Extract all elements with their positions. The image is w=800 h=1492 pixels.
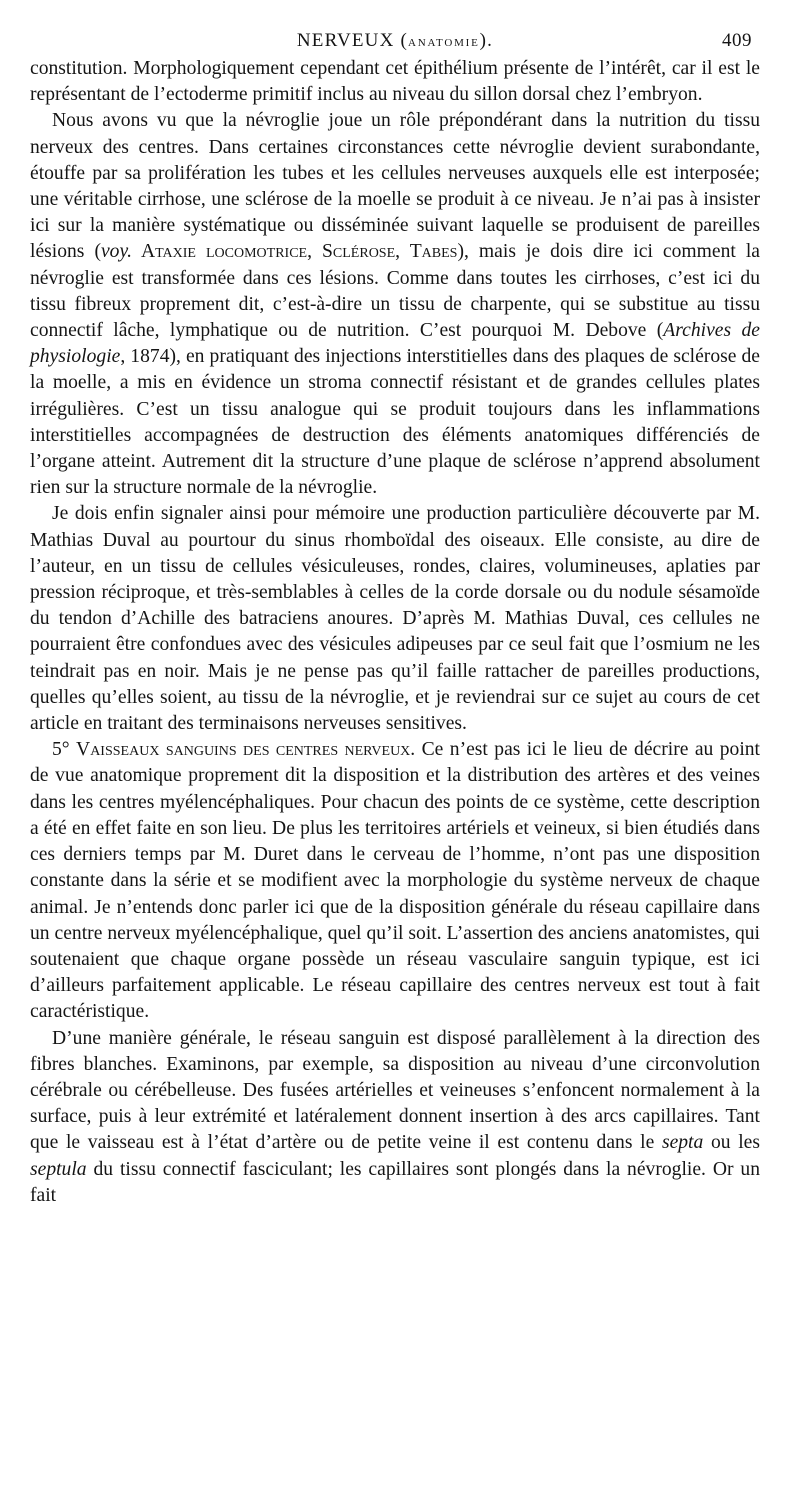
section-number: 5° xyxy=(52,739,77,761)
header-title-close: ). xyxy=(479,30,494,51)
paragraph-4 xyxy=(30,737,760,1025)
paragraph-5 xyxy=(30,1026,760,1209)
running-header xyxy=(30,22,760,56)
paragraph-2-text-c: , 1874), en pratiquant des injections interstitielles dans des plaques de sclérose de la moelle, a mis en évidence un stroma connectif résistant et de grandes cellules plates irrégulières. C’est un tissu analogue qui se produit toujours dans les inflammations interstitielles accompagnées de destruction des éléments anatomiques différenciés de l’organe atteint. Autrement dit la structure d’une plaque de sclérose n’apprend absolument rien sur la structure normale de la névroglie. xyxy=(30,346,760,499)
header-title-open: ( xyxy=(394,30,408,51)
paragraph-2-voy: voy. xyxy=(100,241,132,263)
paragraph-3-text: Je dois enfin signaler ainsi pour mémoire une production particulière découverte par M. Mathias Duval au pourtour du sinus rhomboïdal des oiseaux. Elle consiste, au dire de l’auteur, en un tissu de cellules vésiculeuses, rondes, claires, volumineuses, aplaties par pression réciproque, et très-semblables à celles de la corde dorsale ou du nodule sésamoïde du tendon d’Achille des batraciens anoures. D’après M. Mathias Duval, ces cellules ne pourraient être confondues avec des vésicules adipeuses par ce seul fait que l’osmium ne les teindrait pas en noir. Mais je ne pense pas qu’il faille rattacher de pareilles productions, quelles qu’elles soient, au tissu de la névroglie, et je reviendrai sur ce sujet au cours de cet article en traitant des terminaisons nerveuses sensitives. xyxy=(30,503,760,735)
section-heading: Vaisseaux sanguins des centres nerveux. xyxy=(76,739,416,761)
document-page xyxy=(30,22,760,1209)
paragraph-3 xyxy=(30,501,760,737)
paragraph-5-text-mid: ou les xyxy=(703,1132,760,1154)
paragraph-2 xyxy=(30,108,760,501)
paragraph-5-text-b: du tissu connectif fasciculant; les capillaires sont plongés dans la névroglie. Or un fait xyxy=(30,1158,760,1206)
paragraph-2-text-b: ), mais je dois dire ici comment la névroglie est transformée dans ces lésions. Comme dans toutes les cirrhoses, c’est ici du tissu fibreux proprement dit, c’est-à-dire un tissu de charpente, qui se substitue au tissu connectif lâche, lymphatique ou de nutrition. C’est pourquoi M. Debove ( xyxy=(30,241,760,342)
paragraph-2-journal: Archives de physiologie xyxy=(30,320,760,368)
header-title-main: NERVEUX xyxy=(296,30,395,51)
header-title-sub: anatomie xyxy=(408,34,480,50)
paragraph-2-text-a: Nous avons vu que la névroglie joue un rôle prépondérant dans la nutrition du tissu nerveux des centres. Dans certaines circonstances cette névroglie devient surabondante, étouffe par sa prolifération les tubes et les cellules nerveuses auxquels elle est interposée; une véritable cirrhose, une sclérose de la moelle se produit à ce niveau. Je n’ai pas à insister ici sur la manière systématique ou disséminée suivant laquelle se produisent de pareilles lésions ( xyxy=(30,110,760,263)
paragraph-4-text: Ce n’est pas ici le lieu de décrire au point de vue anatomique proprement dit la disposition et la distribution des artères et des veines dans les centres myélencéphaliques. Pour chacun des points de ce système, cette description a été en effet faite en son lieu. De plus les territoires artériels et veineux, si bien étudiés dans ces derniers temps par M. Duret dans le cerveau de l’homme, n’ont pas une disposition constante dans la série et se modifient avec la morphologie du système nerveux de chaque animal. Je n’entends donc parler ici que de la disposition générale du réseau capillaire dans un centre nerveux myélencéphalique, quel qu’il soit. L’assertion des anciens anatomistes, qui soutenaient que chaque organe possède un réseau vasculaire sanguin typique, est ici d’ailleurs parfaitement applicable. Le réseau capillaire des centres nerveux est tout à fait caractéristique. xyxy=(30,739,760,1023)
paragraph-1-text: constitution. Morphologiquement cependant cet épithélium présente de l’intérêt, car il est le représentant de l’ectoderme primitif inclus au niveau du sillon dorsal chez l’embryon. xyxy=(30,58,760,106)
page-number: 409 xyxy=(722,30,752,51)
paragraph-1 xyxy=(30,56,760,108)
paragraph-5-septula: septula xyxy=(30,1158,87,1180)
header-title xyxy=(30,28,760,55)
paragraph-5-septa: septa xyxy=(661,1132,704,1154)
paragraph-5-text-a: D’une manière générale, le réseau sanguin est disposé parallèlement à la direction des fibres blanches. Examinons, par exemple, sa disposition au niveau d’une circonvolution cérébrale ou cérébelleuse. Des fusées artérielles et veineuses s’enfoncent normalement à la surface, puis à leur extrémité et latéralement donnent insertion à des arcs capillaires. Tant que le vaisseau est à l’état d’artère ou de petite veine il est contenu dans le xyxy=(30,1027,760,1154)
paragraph-2-refs: Ataxie locomotrice, Sclérose, Tabes xyxy=(132,241,458,263)
